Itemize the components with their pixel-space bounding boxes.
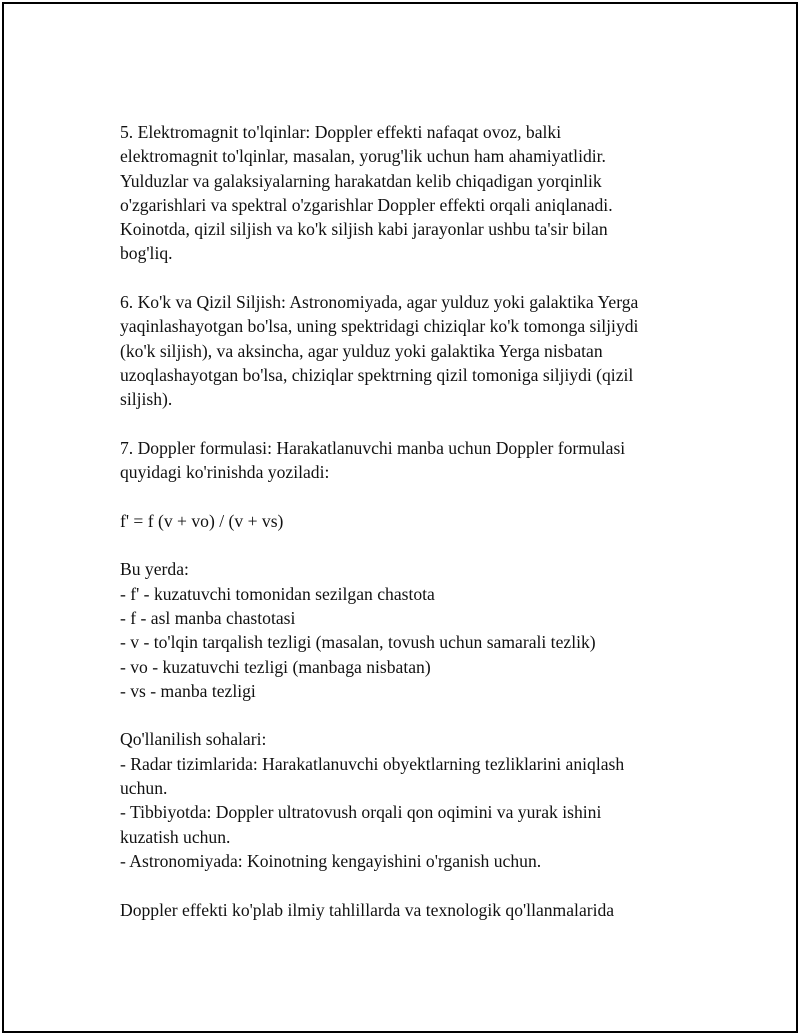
- text-line: yaqinlashayotgan bo'lsa, uning spektridagi chiziqlar ko'k tomonga siljiydi: [120, 316, 639, 337]
- text-line: Koinotda, qizil siljish va ko'k siljish kabi jarayonlar ushbu ta'sir bilan: [120, 219, 608, 240]
- application-item: - Radar tizimlarida: Harakatlanuvchi obyektlarning tezliklarini aniqlash: [120, 753, 625, 774]
- paragraph-applications: [120, 727, 700, 873]
- text-line: Yulduzlar va galaksiyalarning harakatdan kelib chiqadigan yorqinlik: [120, 170, 602, 191]
- definition-item: - f' - kuzatuvchi tomonidan sezilgan chastota: [120, 583, 435, 604]
- text-line: bog'liq.: [120, 243, 173, 264]
- application-item: uchun.: [120, 778, 168, 799]
- paragraph-spacer: [120, 873, 700, 897]
- document-body: [120, 120, 700, 922]
- doppler-formula: [120, 509, 700, 533]
- definition-item: - vo - kuzatuvchi tezligi (manbaga nisbatan): [120, 656, 431, 677]
- definitions-heading: Bu yerda:: [120, 559, 189, 580]
- paragraph-spacer: [120, 703, 700, 727]
- paragraph-elektromagnit: [120, 120, 700, 266]
- definition-item: - f - asl manba chastotasi: [120, 607, 296, 628]
- definition-item: - v - to'lqin tarqalish tezligi (masalan, tovush uchun samarali tezlik): [120, 632, 596, 653]
- text-line: quyidagi ko'rinishda yoziladi:: [120, 462, 330, 483]
- text-line: 7. Doppler formulasi: Harakatlanuvchi manba uchun Doppler formulasi: [120, 437, 626, 458]
- paragraph-spacer: [120, 412, 700, 436]
- page-frame: [2, 2, 798, 1033]
- text-line: o'zgarishlari va spektral o'zgarishlar Doppler effekti orqali aniqlanadi.: [120, 194, 613, 215]
- paragraph-spacer: [120, 484, 700, 508]
- text-line: uzoqlashayotgan bo'lsa, chiziqlar spektrning qizil tomoniga siljiydi (qizil: [120, 364, 634, 385]
- text-line: siljish).: [120, 389, 173, 410]
- text-line: 5. Elektromagnit to'lqinlar: Doppler effekti nafaqat ovoz, balki: [120, 122, 562, 142]
- application-item: - Tibbiyotda: Doppler ultratovush orqali qon oqimini va yurak ishini: [120, 802, 602, 823]
- definition-item: - vs - manba tezligi: [120, 680, 256, 701]
- application-item: kuzatish uchun.: [120, 826, 231, 847]
- application-item: - Astronomiyada: Koinotning kengayishini o'rganish uchun.: [120, 850, 542, 871]
- formula-line: f' = f (v + vo) / (v + vs): [120, 510, 284, 531]
- paragraph-definitions: [120, 557, 700, 703]
- text-line: 6. Ko'k va Qizil Siljish: Astronomiyada, agar yulduz yoki galaktika Yerga: [120, 292, 639, 313]
- paragraph-kok-qizil-siljish: [120, 290, 700, 411]
- text-line: (ko'k siljish), va aksincha, agar yulduz yoki galaktika Yerga nisbatan: [120, 340, 603, 361]
- applications-heading: Qo'llanilish sohalari:: [120, 729, 267, 750]
- text-line: Doppler effekti ko'plab ilmiy tahlillarda va texnologik qo'llanmalarida: [120, 899, 615, 920]
- text-line: elektromagnit to'lqinlar, masalan, yorug'lik uchun ham ahamiyatlidir.: [120, 146, 606, 167]
- paragraph-spacer: [120, 266, 700, 290]
- paragraph-formula-intro: [120, 436, 700, 485]
- paragraph-spacer: [120, 533, 700, 557]
- paragraph-closing: [120, 898, 700, 922]
